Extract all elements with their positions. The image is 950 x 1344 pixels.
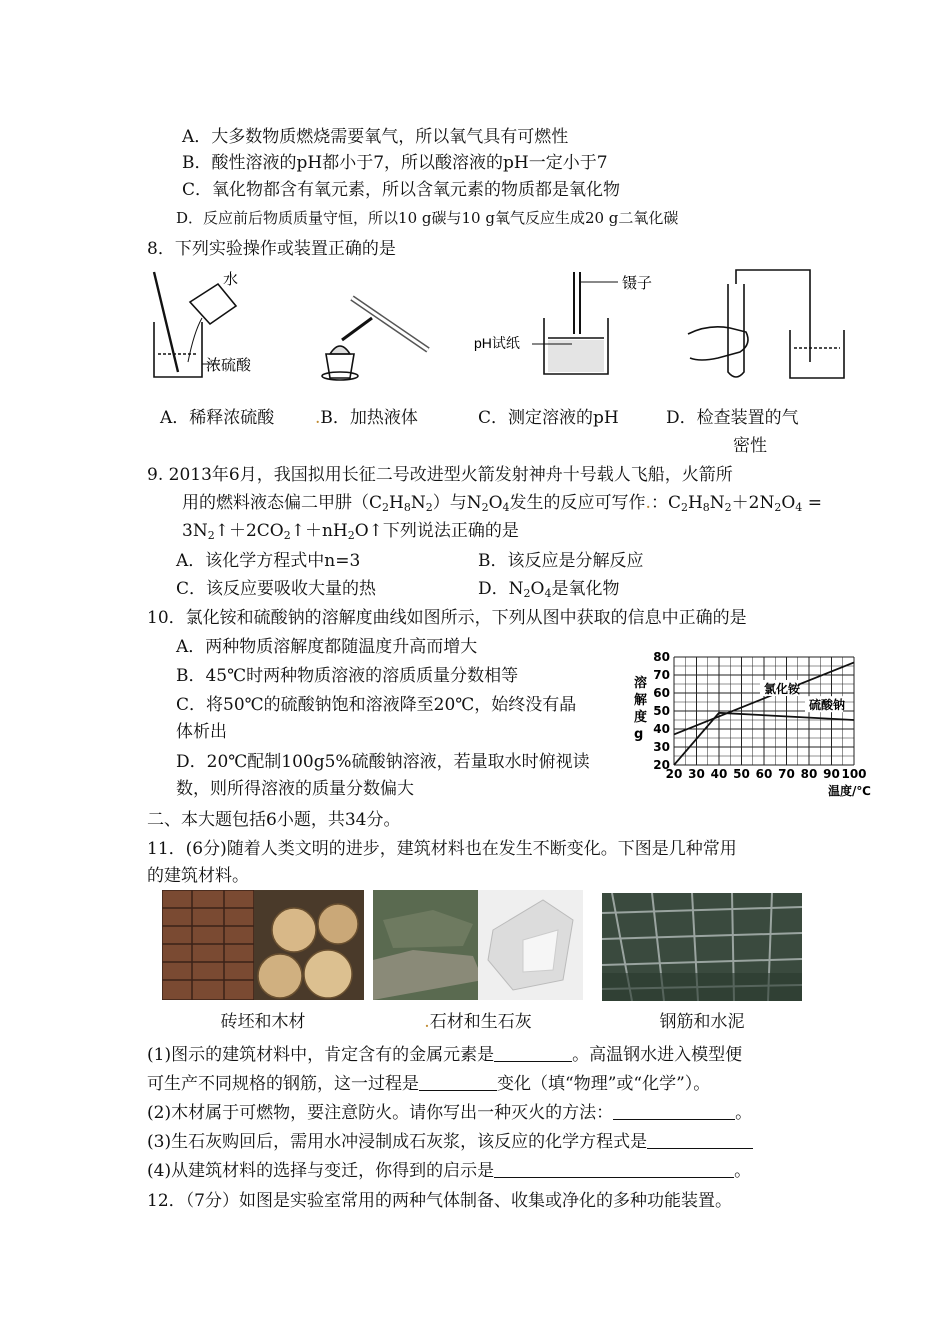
q8-option-a: A．稀释浓硫酸 xyxy=(160,408,275,428)
q10-stem: 10．氯化铵和硫酸钠的溶解度曲线如图所示，下列从图中获取的信息中正确的是 xyxy=(147,608,747,628)
q11-part4: (4)从建筑材料的选择与变迁，你得到的启示是 。 xyxy=(147,1161,752,1181)
blank-extinguish-method[interactable] xyxy=(613,1103,735,1120)
q9-option-b: B．该反应是分解反应 xyxy=(478,551,644,571)
q8-option-d-line2: 密性 xyxy=(733,436,767,456)
caption-bricks-and-wood: 砖坯和木材 xyxy=(220,1012,306,1032)
x-tick-label: 70 xyxy=(778,767,795,781)
chart-x-label: 温度/℃ xyxy=(828,784,871,798)
q8-stem: 8．下列实验操作或装置正确的是 xyxy=(147,239,396,259)
q9-option-a: A．该化学方程式中n=3 xyxy=(176,551,361,571)
y-tick-label: 50 xyxy=(653,704,670,718)
q9-stem-line1: 9. 2013年6月，我国拟用长征二号改进型火箭发射神舟十号载人飞船，火箭所 xyxy=(147,465,733,485)
x-tick-label: 50 xyxy=(733,767,750,781)
q10-option-a: A．两种物质溶解度都随温度升高而增大 xyxy=(176,637,478,657)
q11-part1-line1: (1)图示的建筑材料中，肯定含有的金属元素是 。高温钢水进入模型便 xyxy=(147,1045,743,1065)
q8-option-b: .B．加热液体 xyxy=(315,408,418,428)
photo-bricks-and-wood xyxy=(162,890,364,1000)
blank-metal-element[interactable] xyxy=(494,1045,572,1062)
q7-option-d: D．反应前后物质质量守恒，所以10 g碳与10 g氧气反应生成20 g二氧化碳 xyxy=(176,209,679,227)
q11-part3: (3)生石灰购回后，需用水冲浸制成石灰浆，该反应的化学方程式是 xyxy=(147,1130,753,1154)
figure-b-heating xyxy=(322,298,428,380)
series-label: 氯化铵 xyxy=(764,682,801,696)
q10-option-c-line2: 体析出 xyxy=(176,722,227,742)
solubility-chart xyxy=(622,645,874,800)
q11-part2: (2)木材属于可燃物，要注意防火。请你写出一种灭火的方法： 。 xyxy=(147,1103,753,1123)
q8-apparatus-figures xyxy=(140,262,860,392)
q7-option-b: B．酸性溶液的pH都小于7，所以酸溶液的pH一定小于7 xyxy=(182,153,608,173)
q12-stem: 12．（7分）如图是实验室常用的两种气体制备、收集或净化的多种功能装置。 xyxy=(147,1191,732,1211)
q10-option-d-line2: 数，则所得溶液的质量分数偏大 xyxy=(176,779,414,799)
section-2-heading: 二、本大题包括6小题，共34分。 xyxy=(147,810,401,830)
chart-x-ticks xyxy=(666,767,867,781)
x-tick-label: 60 xyxy=(755,767,773,781)
label-tweezers: 镊子 xyxy=(622,275,653,292)
x-tick-label: 100 xyxy=(841,767,867,781)
figure-d-airtightness xyxy=(688,270,844,378)
x-tick-label: 20 xyxy=(665,767,683,781)
label-water: 水 xyxy=(223,271,239,288)
y-tick-label: 80 xyxy=(653,650,670,664)
q7-option-c: C．氧化物都含有氧元素，所以含氧元素的物质都是氧化物 xyxy=(182,180,621,200)
q8-option-c: C．测定溶液的pH xyxy=(478,408,619,428)
y-tick-label: 20 xyxy=(653,758,670,772)
q10-option-c-line1: C．将50℃的硫酸钠饱和溶液降至20℃，始终没有晶 xyxy=(176,695,577,715)
caption-rebar-and-cement: 钢筋和水泥 xyxy=(659,1012,745,1032)
q11-part1-line2: 可生产不同规格的钢筋，这一过程是 变化（填“物理”或“化学”）。 xyxy=(147,1074,711,1094)
blank-change-type[interactable] xyxy=(419,1074,497,1091)
y-tick-label: 30 xyxy=(653,740,670,754)
chart-y-label: 溶解度 g xyxy=(634,676,648,742)
series-label: 硫酸钠 xyxy=(809,698,846,713)
q9-option-c: C．该反应要吸收大量的热 xyxy=(176,579,377,599)
q8-option-d-line1: D．检查装置的气 xyxy=(666,408,799,428)
label-ph-paper: pH试纸 xyxy=(474,335,520,351)
y-tick-label: 40 xyxy=(653,722,670,736)
label-acid: 浓硫酸 xyxy=(206,357,252,374)
q9-stem-line2: 用的燃料液态偏二甲肼$(C_2H_8N_2)$与$N_2O_4$发生的反应可写作.：$C_2H_8N_2+2N_2O_4$ = xyxy=(182,493,822,514)
q11-stem-line2: 的建筑材料。 xyxy=(147,866,249,886)
q10-option-b: B．45℃时两种物质溶液的溶质质量分数相等 xyxy=(176,666,519,686)
blank-equation[interactable] xyxy=(647,1132,753,1149)
photo-rebar-and-cement xyxy=(602,893,802,1001)
blank-insight[interactable] xyxy=(494,1161,734,1178)
q9-stem-line3: $3N_2↑+2CO_2↑+nH_2O↑$下列说法正确的是 xyxy=(182,521,519,542)
y-tick-label: 60 xyxy=(653,686,670,700)
chart-y-ticks xyxy=(653,650,670,772)
y-tick-label: 70 xyxy=(653,668,670,682)
x-tick-label: 90 xyxy=(823,767,840,781)
q10-option-d-line1: D．20℃配制100g5%硫酸钠溶液，若量取水时俯视读 xyxy=(176,752,590,772)
x-tick-label: 40 xyxy=(710,767,728,781)
x-tick-label: 80 xyxy=(800,767,818,781)
q9-option-d: D．$N_2O_4$是氧化物 xyxy=(478,579,620,600)
figure-c-ph-test xyxy=(532,272,618,374)
photo-stone-and-quicklime xyxy=(373,890,583,1000)
x-tick-label: 30 xyxy=(688,767,705,781)
q8-option-b-text: B．加热液体 xyxy=(320,408,418,428)
q11-stem-line1: 11．(6分)随着人类文明的进步，建筑材料也在发生不断变化。下图是几种常用 xyxy=(147,839,737,859)
q7-option-a: A．大多数物质燃烧需要氧气，所以氧气具有可燃性 xyxy=(182,127,569,147)
caption-stone-and-quicklime: .石材和生石灰 xyxy=(424,1012,532,1032)
